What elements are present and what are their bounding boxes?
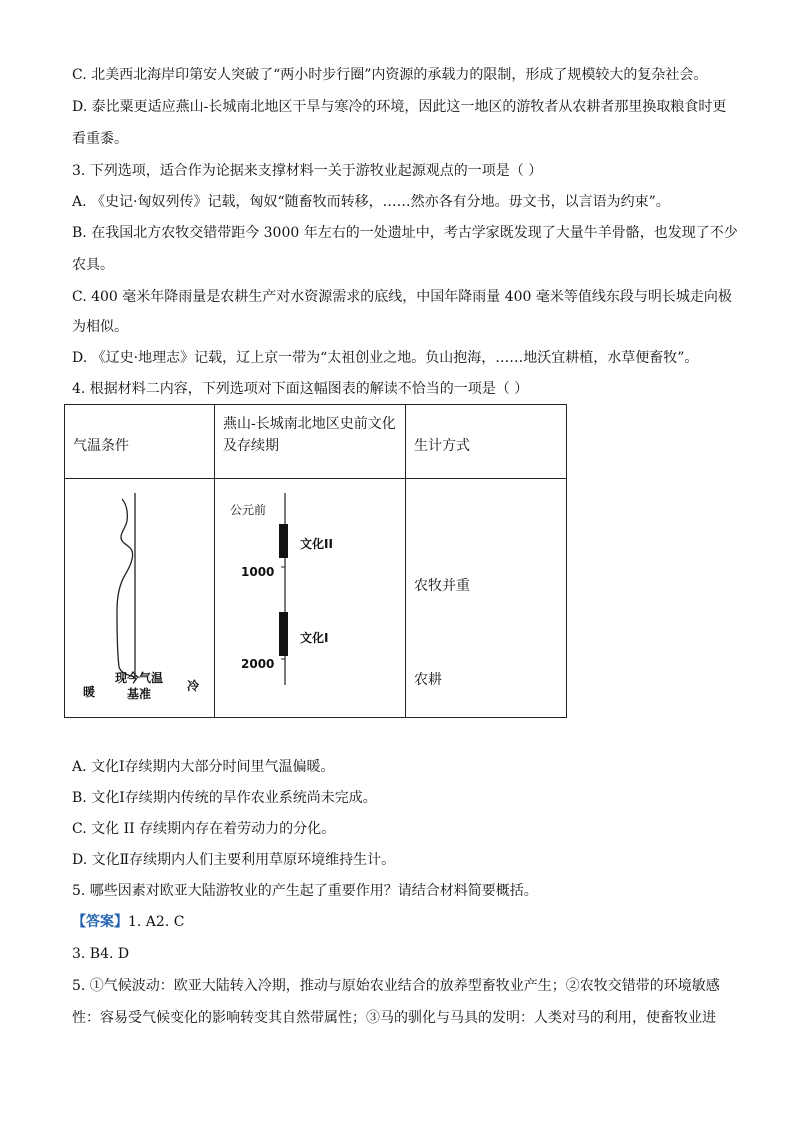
answer-line-2: 3. B4. D [72, 946, 130, 962]
header-culture: 燕山-长城南北地区史前文化及存续期 [215, 405, 406, 479]
option-d-q4: D. 文化Ⅱ存续期内人们主要利用草原环境维持生计。 [72, 852, 396, 868]
mode-farming: 农耕 [414, 672, 442, 688]
option-c-q2: C. 北美西北海岸印第安人突破了“两小时步行圈”内资源的承载力的限制，形成了规模较大的复杂社会。 [72, 67, 708, 83]
culture-1-bar [279, 612, 288, 656]
answer-5-line-1: 5. ①气候波动：欧亚大陆转入冷期，推动与原始农业结合的放养型畜牧业产生；②农牧交错带的环境敏感 [72, 978, 720, 994]
question-4: 4. 根据材料二内容，下列选项对下面这幅图表的解读不恰当的一项是（ ） [72, 381, 529, 397]
option-b-q3: B. 在我国北方农牧交错带距今 3000 年左右的一处遗址中，考古学家既发现了大量牛羊骨骼，也发现了不少 [72, 225, 738, 241]
mode-agro-pastoral: 农牧并重 [414, 578, 470, 594]
temperature-curve [117, 499, 135, 677]
option-c-q4: C. 文化 II 存续期内存在着劳动力的分化。 [72, 821, 336, 837]
baseline-label-2: 基准 [127, 687, 152, 701]
answer-label: 【答案】 [72, 914, 128, 930]
option-a-q3: A. 《史记·匈奴列传》记载，匈奴“随畜牧而转移，……然亦各有分地。毋文书，以言语为约束”。 [72, 194, 670, 210]
option-b-q3-cont: 农具。 [72, 257, 114, 273]
warm-label: 暖 [83, 685, 96, 699]
culture-table [64, 404, 567, 718]
option-d-q2: D. 泰比粟更适应燕山-长城南北地区干旱与寒冷的环境，因此这一地区的游牧者从农耕者那里换取粮食时更 [72, 99, 727, 115]
cold-label: 冷 [187, 679, 200, 693]
timeline-title: 公元前 [230, 503, 267, 517]
option-d-q3: D. 《辽史·地理志》记载，辽上京一带为“太祖创业之地。负山抱海，……地沃宜耕植，水草便畜牧”。 [72, 350, 699, 366]
temperature-cell [65, 479, 215, 718]
baseline-label-1: 现今气温 [115, 671, 164, 685]
question-3: 3. 下列选项，适合作为论据来支撑材料一关于游牧业起源观点的一项是（ ） [72, 163, 543, 179]
answer-5-line-2: 性：容易受气候变化的影响转变其自然带属性；③马的驯化与马具的发明：人类对马的利用，使畜牧业进 [72, 1010, 716, 1026]
option-a-q4: A. 文化Ⅰ存续期内大部分时间里气温偏暖。 [72, 759, 335, 775]
header-temperature: 气温条件 [65, 405, 215, 479]
tick-1000-label: 1000 [241, 565, 275, 579]
option-b-q4: B. 文化Ⅰ存续期内传统的旱作农业系统尚未完成。 [72, 790, 377, 806]
header-livelihood: 生计方式 [406, 405, 567, 479]
answer-line-1: 【答案】1. A2. C [72, 914, 185, 930]
culture-1-label: 文化I [300, 631, 329, 645]
timeline-cell [215, 479, 406, 718]
option-c-q3: C. 400 毫米年降雨量是农耕生产对水资源需求的底线，中国年降雨量 400 毫米等值线东段与明长城走向极 [72, 289, 732, 305]
question-5: 5. 哪些因素对欧亚大陆游牧业的产生起了重要作用？请结合材料简要概括。 [72, 883, 538, 899]
culture-2-bar [279, 524, 288, 558]
culture-2-label: 文化II [300, 537, 333, 551]
livelihood-cell [406, 479, 567, 718]
option-d-q2-cont: 看重黍。 [72, 131, 128, 147]
option-c-q3-cont: 为相似。 [72, 319, 128, 335]
tick-2000-label: 2000 [241, 657, 275, 671]
